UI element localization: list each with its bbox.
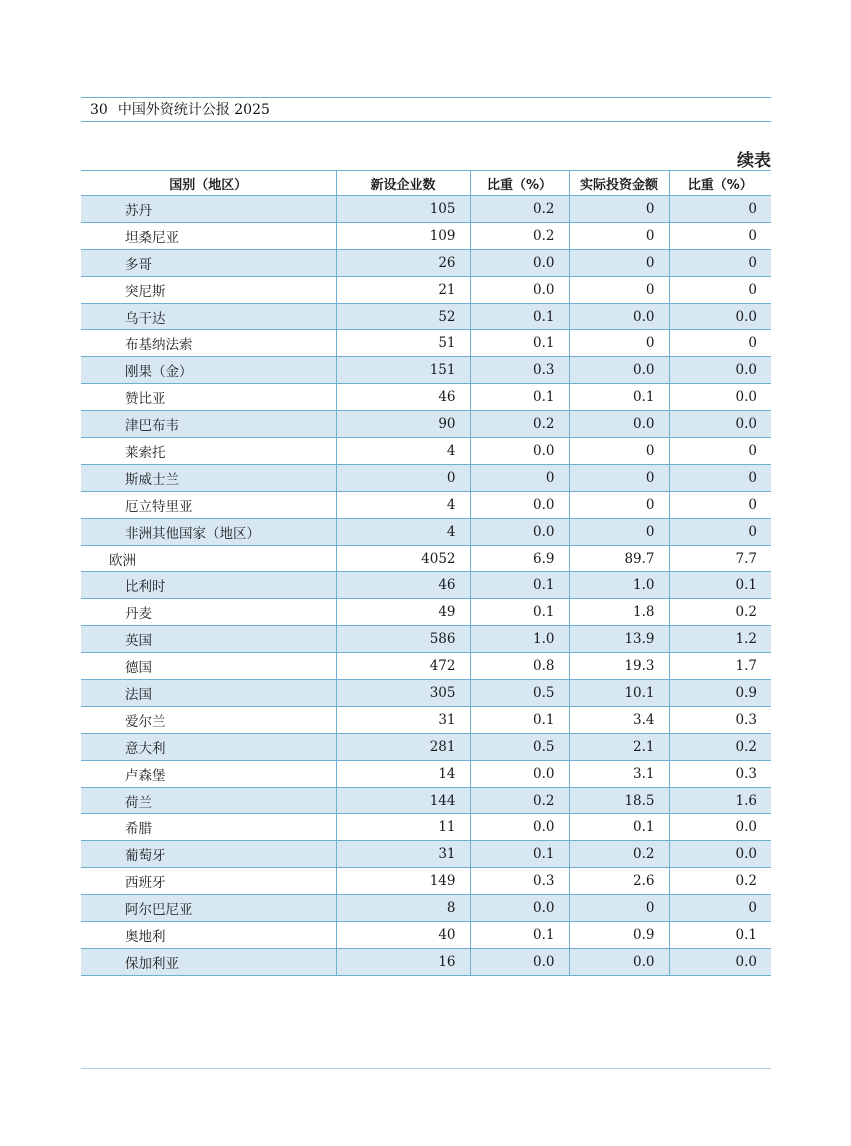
cell-value: 0.1 xyxy=(669,572,771,599)
cell-region: 津巴布韦 xyxy=(81,411,336,438)
cell-value: 0 xyxy=(569,491,669,518)
table-row xyxy=(81,814,771,841)
table-row xyxy=(81,222,771,249)
cell-region: 非洲其他国家（地区） xyxy=(81,518,336,545)
cell-value: 0.1 xyxy=(470,922,569,949)
table-row xyxy=(81,384,771,411)
table-row xyxy=(81,841,771,868)
cell-value: 11 xyxy=(336,814,470,841)
cell-value: 0.0 xyxy=(470,249,569,276)
cell-value: 151 xyxy=(336,357,470,384)
footer-rule xyxy=(81,1068,771,1069)
cell-value: 0.2 xyxy=(669,733,771,760)
cell-region: 赞比亚 xyxy=(81,384,336,411)
table-row xyxy=(81,196,771,223)
cell-value: 0.5 xyxy=(470,733,569,760)
cell-region: 刚果（金） xyxy=(81,357,336,384)
cell-region: 多哥 xyxy=(81,249,336,276)
cell-value: 4 xyxy=(336,438,470,465)
cell-value: 19.3 xyxy=(569,653,669,680)
col-header-new-enterprises: 新设企业数 xyxy=(336,171,470,196)
statistics-table xyxy=(81,170,771,976)
table-row xyxy=(81,438,771,465)
cell-region: 布基纳法索 xyxy=(81,330,336,357)
continued-label: 续表 xyxy=(737,151,771,171)
col-header-share-2: 比重（%） xyxy=(669,171,771,196)
cell-value: 52 xyxy=(336,303,470,330)
cell-region: 希腊 xyxy=(81,814,336,841)
cell-value: 18.5 xyxy=(569,787,669,814)
cell-value: 0.0 xyxy=(470,895,569,922)
cell-value: 1.8 xyxy=(569,599,669,626)
cell-region: 比利时 xyxy=(81,572,336,599)
table-row xyxy=(81,868,771,895)
table-row xyxy=(81,411,771,438)
table-row xyxy=(81,760,771,787)
cell-region: 突尼斯 xyxy=(81,276,336,303)
cell-value: 49 xyxy=(336,599,470,626)
cell-value: 0.3 xyxy=(669,760,771,787)
cell-value: 46 xyxy=(336,572,470,599)
cell-value: 0.1 xyxy=(669,922,771,949)
cell-value: 0.0 xyxy=(470,276,569,303)
cell-value: 0.1 xyxy=(470,599,569,626)
cell-value: 0.3 xyxy=(470,357,569,384)
cell-value: 0 xyxy=(669,464,771,491)
cell-value: 0.1 xyxy=(470,841,569,868)
cell-value: 0 xyxy=(669,196,771,223)
cell-value: 0.1 xyxy=(470,572,569,599)
cell-value: 0.0 xyxy=(470,518,569,545)
cell-value: 7.7 xyxy=(669,545,771,572)
cell-value: 46 xyxy=(336,384,470,411)
page-header xyxy=(90,99,270,119)
cell-value: 149 xyxy=(336,868,470,895)
cell-value: 0.0 xyxy=(569,411,669,438)
cell-value: 8 xyxy=(336,895,470,922)
cell-value: 0 xyxy=(669,276,771,303)
cell-value: 0.0 xyxy=(669,411,771,438)
col-header-share-1: 比重（%） xyxy=(470,171,569,196)
table-row xyxy=(81,518,771,545)
cell-region: 荷兰 xyxy=(81,787,336,814)
cell-value: 0.2 xyxy=(669,868,771,895)
cell-value: 0.1 xyxy=(470,706,569,733)
table-row xyxy=(81,357,771,384)
cell-region: 乌干达 xyxy=(81,303,336,330)
cell-value: 0 xyxy=(569,222,669,249)
cell-value: 0 xyxy=(669,518,771,545)
cell-value: 144 xyxy=(336,787,470,814)
cell-region: 奥地利 xyxy=(81,922,336,949)
cell-value: 0.0 xyxy=(669,814,771,841)
header-rule-bottom xyxy=(81,121,771,122)
cell-value: 0.0 xyxy=(669,303,771,330)
cell-region: 保加利亚 xyxy=(81,948,336,975)
cell-value: 0.0 xyxy=(470,491,569,518)
cell-value: 586 xyxy=(336,626,470,653)
cell-value: 0.0 xyxy=(569,948,669,975)
cell-value: 2.6 xyxy=(569,868,669,895)
cell-value: 1.0 xyxy=(470,626,569,653)
cell-region: 意大利 xyxy=(81,733,336,760)
cell-value: 0.1 xyxy=(470,330,569,357)
table-row xyxy=(81,680,771,707)
cell-value: 0 xyxy=(336,464,470,491)
publication-title: 中国外资统计公报 2025 xyxy=(117,102,270,118)
cell-value: 0 xyxy=(569,330,669,357)
cell-value: 0.2 xyxy=(470,411,569,438)
cell-value: 90 xyxy=(336,411,470,438)
cell-value: 4 xyxy=(336,491,470,518)
cell-value: 51 xyxy=(336,330,470,357)
cell-value: 1.0 xyxy=(569,572,669,599)
cell-value: 14 xyxy=(336,760,470,787)
cell-value: 0.3 xyxy=(669,706,771,733)
cell-value: 0 xyxy=(470,464,569,491)
cell-value: 1.7 xyxy=(669,653,771,680)
cell-value: 31 xyxy=(336,706,470,733)
col-header-region: 国别（地区） xyxy=(81,171,336,196)
cell-region: 法国 xyxy=(81,680,336,707)
cell-value: 0.1 xyxy=(569,814,669,841)
cell-value: 0.1 xyxy=(470,384,569,411)
table-header-row xyxy=(81,171,771,196)
cell-value: 0 xyxy=(669,330,771,357)
cell-value: 0.0 xyxy=(669,384,771,411)
cell-value: 105 xyxy=(336,196,470,223)
table-row xyxy=(81,303,771,330)
cell-value: 0.0 xyxy=(470,438,569,465)
cell-value: 0.2 xyxy=(470,787,569,814)
cell-region: 英国 xyxy=(81,626,336,653)
col-header-actual-investment: 实际投资金额 xyxy=(569,171,669,196)
cell-value: 0.8 xyxy=(470,653,569,680)
header-rule-top xyxy=(81,97,771,98)
cell-region: 斯威士兰 xyxy=(81,464,336,491)
cell-value: 0 xyxy=(669,895,771,922)
cell-region: 西班牙 xyxy=(81,868,336,895)
cell-value: 0.0 xyxy=(669,357,771,384)
cell-value: 281 xyxy=(336,733,470,760)
cell-value: 26 xyxy=(336,249,470,276)
cell-value: 0.9 xyxy=(569,922,669,949)
cell-value: 0 xyxy=(569,895,669,922)
table-row xyxy=(81,626,771,653)
cell-value: 0 xyxy=(669,438,771,465)
table-row xyxy=(81,787,771,814)
cell-value: 0 xyxy=(569,276,669,303)
cell-value: 0 xyxy=(669,222,771,249)
cell-region: 苏丹 xyxy=(81,196,336,223)
table-row xyxy=(81,572,771,599)
table-row xyxy=(81,599,771,626)
cell-region: 卢森堡 xyxy=(81,760,336,787)
cell-value: 89.7 xyxy=(569,545,669,572)
cell-value: 0 xyxy=(569,438,669,465)
cell-region: 欧洲 xyxy=(81,545,336,572)
cell-value: 305 xyxy=(336,680,470,707)
table-row xyxy=(81,249,771,276)
cell-value: 0.0 xyxy=(669,948,771,975)
cell-region: 葡萄牙 xyxy=(81,841,336,868)
cell-value: 109 xyxy=(336,222,470,249)
cell-value: 1.2 xyxy=(669,626,771,653)
cell-value: 1.6 xyxy=(669,787,771,814)
cell-value: 0.0 xyxy=(669,841,771,868)
cell-value: 3.1 xyxy=(569,760,669,787)
page-number: 30 xyxy=(90,102,108,118)
table-row xyxy=(81,491,771,518)
table-row xyxy=(81,464,771,491)
cell-value: 472 xyxy=(336,653,470,680)
table-row xyxy=(81,653,771,680)
cell-value: 0 xyxy=(569,518,669,545)
cell-value: 0.0 xyxy=(470,814,569,841)
table-row xyxy=(81,895,771,922)
cell-region: 爱尔兰 xyxy=(81,706,336,733)
cell-value: 0.1 xyxy=(470,303,569,330)
table-row xyxy=(81,733,771,760)
table-row xyxy=(81,922,771,949)
table-row xyxy=(81,330,771,357)
cell-value: 0.0 xyxy=(470,760,569,787)
cell-value: 6.9 xyxy=(470,545,569,572)
cell-value: 0.0 xyxy=(569,303,669,330)
cell-value: 0.3 xyxy=(470,868,569,895)
cell-value: 4 xyxy=(336,518,470,545)
cell-value: 0 xyxy=(669,491,771,518)
cell-value: 3.4 xyxy=(569,706,669,733)
cell-value: 13.9 xyxy=(569,626,669,653)
cell-region: 丹麦 xyxy=(81,599,336,626)
table-row xyxy=(81,276,771,303)
cell-value: 2.1 xyxy=(569,733,669,760)
cell-value: 0.2 xyxy=(470,222,569,249)
cell-value: 0 xyxy=(569,464,669,491)
cell-value: 40 xyxy=(336,922,470,949)
cell-value: 4052 xyxy=(336,545,470,572)
cell-value: 0 xyxy=(569,196,669,223)
cell-value: 0.0 xyxy=(569,357,669,384)
cell-value: 0.2 xyxy=(669,599,771,626)
table-row xyxy=(81,545,771,572)
cell-value: 0.5 xyxy=(470,680,569,707)
cell-region: 厄立特里亚 xyxy=(81,491,336,518)
cell-value: 0.9 xyxy=(669,680,771,707)
cell-value: 10.1 xyxy=(569,680,669,707)
cell-value: 0 xyxy=(569,249,669,276)
cell-value: 21 xyxy=(336,276,470,303)
cell-region: 德国 xyxy=(81,653,336,680)
cell-value: 0.2 xyxy=(470,196,569,223)
cell-value: 16 xyxy=(336,948,470,975)
table-row xyxy=(81,948,771,975)
cell-region: 坦桑尼亚 xyxy=(81,222,336,249)
cell-region: 莱索托 xyxy=(81,438,336,465)
cell-value: 31 xyxy=(336,841,470,868)
cell-value: 0.1 xyxy=(569,384,669,411)
cell-value: 0.0 xyxy=(470,948,569,975)
cell-value: 0.2 xyxy=(569,841,669,868)
table-row xyxy=(81,706,771,733)
cell-region: 阿尔巴尼亚 xyxy=(81,895,336,922)
cell-value: 0 xyxy=(669,249,771,276)
